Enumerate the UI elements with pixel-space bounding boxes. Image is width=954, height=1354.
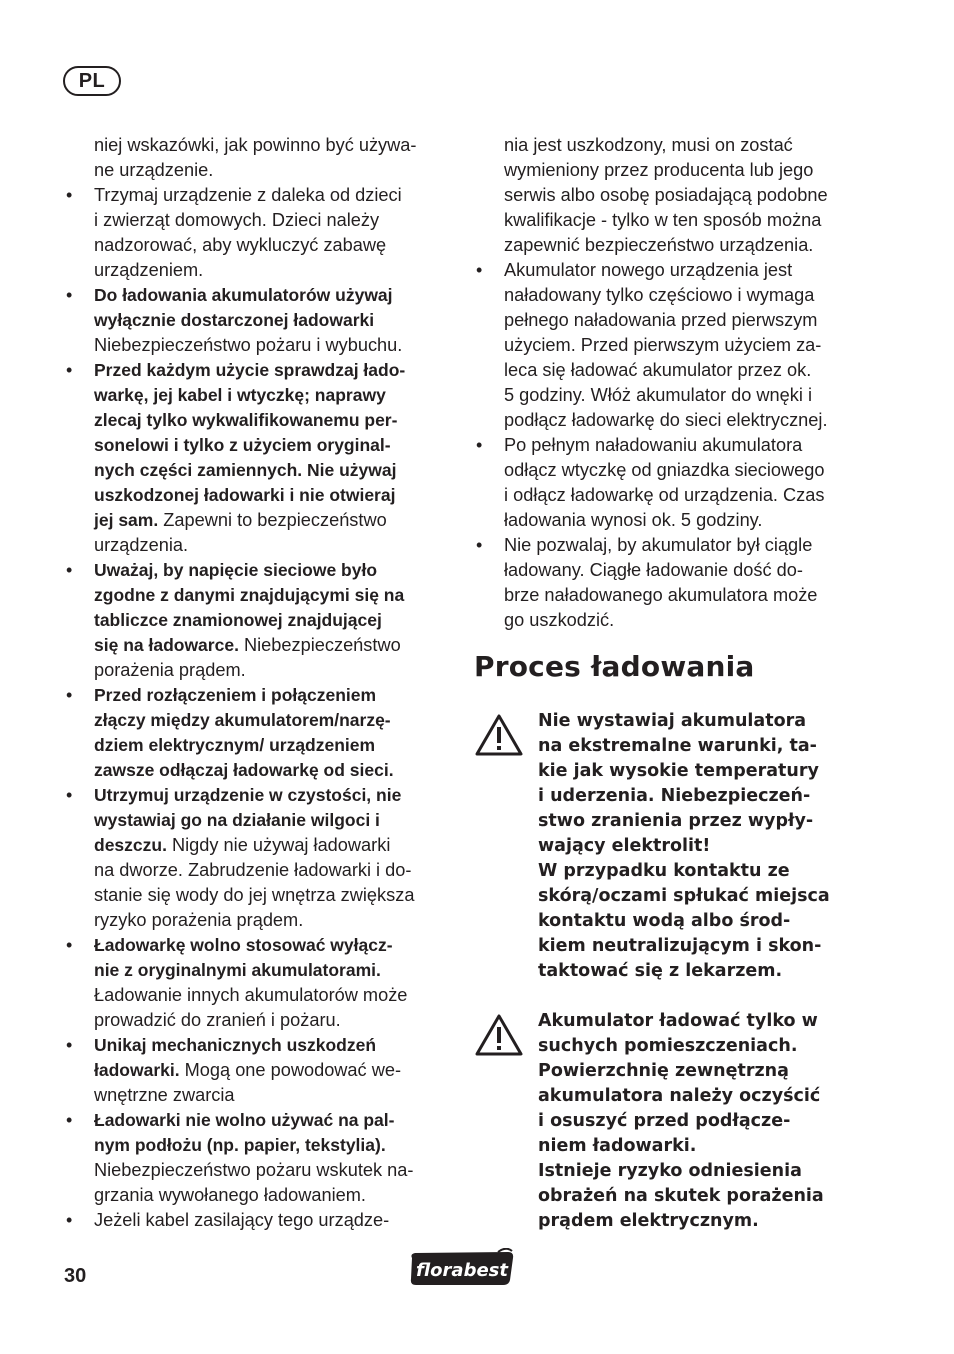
bold-text: tabliczce znamionowej znajdującej	[94, 610, 382, 630]
text-line	[94, 183, 449, 208]
text-line	[94, 1208, 449, 1233]
warning-text	[538, 709, 868, 984]
text-line	[94, 208, 449, 233]
regular-text: Ładowanie innych akumulatorów może	[94, 985, 408, 1005]
warning-line: kiem neutralizującym i skon-	[538, 936, 822, 956]
text-line	[94, 983, 449, 1008]
regular-text: prowadzić do zranień i pożaru.	[94, 1010, 341, 1030]
regular-text: urządzeniem.	[94, 260, 204, 280]
bold-text: Ładowarkę wolno stosować wyłącz-	[94, 935, 393, 955]
warning-line: taktować się z lekarzem.	[538, 961, 783, 981]
bold-text: złączy między akumulatorem/narzę-	[94, 710, 391, 730]
regular-text: Jeżeli kabel zasilający tego urządze-	[94, 1210, 390, 1230]
bold-text: warkę, jej kabel i wtyczkę; naprawy	[94, 385, 386, 405]
text-line	[94, 608, 449, 633]
regular-text: niej wskazówki, jak powinno być używa-	[94, 135, 417, 155]
list-item	[64, 1208, 449, 1233]
text-line	[94, 133, 449, 158]
regular-text: Niebezpieczeństwo pożaru wskutek na-	[94, 1160, 414, 1180]
text-line	[94, 1108, 449, 1133]
text-line	[94, 658, 449, 683]
text-line	[504, 158, 864, 183]
warning-line: Akumulator ładować tylko w	[538, 1011, 818, 1031]
paragraph	[64, 133, 449, 183]
text-line	[504, 433, 864, 458]
warning-line: skórą/oczami spłukać miejsca	[538, 886, 830, 906]
regular-text: Po pełnym naładowaniu akumulatora	[504, 435, 803, 455]
bold-text: zgodne z danymi znajdującymi się na	[94, 585, 405, 605]
text-line	[504, 233, 864, 258]
bold-text: sonelowi i tylko z użyciem oryginal-	[94, 435, 391, 455]
regular-text: Nigdy nie używaj ładowarki	[166, 835, 391, 855]
list-item	[64, 933, 449, 1033]
text-line	[504, 408, 864, 433]
text-line	[504, 133, 864, 158]
text-line	[504, 383, 864, 408]
warning-text	[538, 1009, 868, 1234]
text-line	[94, 458, 449, 483]
text-line	[94, 833, 449, 858]
regular-text: nia jest uszkodzony, musi on zostać	[504, 135, 793, 155]
text-line	[504, 258, 864, 283]
regular-text: wymieniony przez producenta lub jego	[504, 160, 814, 180]
bold-text: Ładowarki nie wolno używać na pal-	[94, 1110, 395, 1130]
text-line	[94, 908, 449, 933]
list-item	[64, 183, 449, 283]
bold-text: nych części zamiennych. Nie używaj	[94, 460, 397, 480]
warning-line: suchych pomieszczeniach.	[538, 1036, 798, 1056]
bold-text: Unikaj mechanicznych uszkodzeń	[94, 1035, 377, 1055]
text-line	[504, 183, 864, 208]
svg-text:florabest: florabest	[416, 1260, 508, 1281]
warning-line: prądem elektrycznym.	[538, 1211, 759, 1231]
bold-text: zlecaj tylko wykwalifikowanemu per-	[94, 410, 398, 430]
text-line	[94, 1033, 449, 1058]
regular-text: odłącz wtyczkę od gniazdka sieciowego	[504, 460, 825, 480]
bold-text: Przed rozłączeniem i połączeniem	[94, 685, 377, 705]
regular-text: pełnego naładowania przed pierwszym	[504, 310, 818, 330]
text-line	[94, 558, 449, 583]
text-line	[504, 358, 864, 383]
list-item	[474, 258, 864, 433]
list-item	[64, 283, 449, 358]
regular-text: serwis albo osobę posiadającą podobne	[504, 185, 828, 205]
regular-text: wnętrzne zwarcia	[94, 1085, 235, 1105]
text-line	[94, 483, 449, 508]
text-line	[94, 233, 449, 258]
regular-text: brze naładowanego akumulatora może	[504, 585, 818, 605]
regular-text: ładowany. Ciągłe ładowanie dość do-	[504, 560, 803, 580]
bold-text: ładowarki.	[94, 1060, 180, 1080]
list-item	[64, 1033, 449, 1108]
text-line	[504, 558, 864, 583]
list-item	[64, 1108, 449, 1208]
regular-text: i zwierząt domowych. Dzieci należy	[94, 210, 380, 230]
regular-text: użyciem. Przed pierwszym użyciem za-	[504, 335, 822, 355]
regular-text: Niebezpieczeństwo	[238, 635, 401, 655]
bold-text: się na ładowarce.	[94, 635, 239, 655]
list-item	[64, 683, 449, 783]
text-line	[94, 1158, 449, 1183]
text-line	[94, 958, 449, 983]
text-line	[504, 283, 864, 308]
regular-text: 5 godziny. Włóż akumulator do wnęki i	[504, 385, 812, 405]
text-line	[94, 258, 449, 283]
regular-text: ryzyko porażenia prądem.	[94, 910, 304, 930]
regular-text: zapewnić bezpieczeństwo urządzenia.	[504, 235, 814, 255]
warning-line: kie jak wysokie temperatury	[538, 761, 819, 781]
warning-line: i osuszyć przed podłącze-	[538, 1111, 791, 1131]
warning-line: na ekstremalne warunki, ta-	[538, 736, 817, 756]
warning-line: niem ładowarki.	[538, 1136, 697, 1156]
text-line	[94, 883, 449, 908]
text-line	[94, 358, 449, 383]
text-line	[94, 283, 449, 308]
paragraph	[474, 133, 864, 258]
text-line	[94, 1133, 449, 1158]
text-line	[504, 308, 864, 333]
list-item	[64, 783, 449, 933]
warning-triangle-icon	[474, 713, 524, 757]
bold-text: uszkodzonej ładowarki i nie otwieraj	[94, 485, 396, 505]
section-heading: Proces ładowania	[474, 650, 755, 683]
language-badge: PL	[63, 66, 121, 96]
bold-text: Uważaj, by napięcie sieciowe było	[94, 560, 378, 580]
warning-line: Istnieje ryzyko odniesienia	[538, 1161, 802, 1181]
bold-text: jej sam.	[94, 510, 159, 530]
text-line	[94, 933, 449, 958]
warning-line: Nie wystawiaj akumulatora	[538, 711, 807, 731]
warning-line: obrażeń na skutek porażenia	[538, 1186, 824, 1206]
right-column	[474, 133, 864, 633]
regular-text: Niebezpieczeństwo pożaru i wybuchu.	[94, 335, 403, 355]
text-line	[94, 408, 449, 433]
text-line	[94, 1008, 449, 1033]
text-line	[94, 533, 449, 558]
warning-line: i uderzenia. Niebezpieczeń-	[538, 786, 811, 806]
warning-line: wający elektrolit!	[538, 836, 711, 856]
text-line	[504, 533, 864, 558]
text-line	[94, 758, 449, 783]
regular-text: ne urządzenie.	[94, 160, 214, 180]
text-line	[94, 733, 449, 758]
text-line	[94, 158, 449, 183]
warning-line: W przypadku kontaktu ze	[538, 861, 790, 881]
text-line	[504, 608, 864, 633]
text-line	[94, 583, 449, 608]
bold-text: wystawiaj go na działanie wilgoci i	[94, 810, 380, 830]
bold-text: nym podłożu (np. papier, tekstylia).	[94, 1135, 386, 1155]
regular-text: naładowany tylko częściowo i wymaga	[504, 285, 815, 305]
left-column	[64, 133, 449, 1233]
bold-text: Utrzymuj urządzenie w czystości, nie	[94, 785, 402, 805]
text-line	[94, 1058, 449, 1083]
bold-text: zawsze odłączaj ładowarkę od sieci.	[94, 760, 394, 780]
regular-text: leca się ładować akumulator przez ok.	[504, 360, 812, 380]
regular-text: ładowania wynosi ok. 5 godziny.	[504, 510, 763, 530]
bold-text: Do ładowania akumulatorów używaj	[94, 285, 393, 305]
warning-line: stwo zranienia przez wypły-	[538, 811, 814, 831]
warning-line: kontaktu wodą albo środ-	[538, 911, 791, 931]
regular-text: podłącz ładowarkę do sieci elektrycznej.	[504, 410, 828, 430]
text-line	[94, 308, 449, 333]
text-line	[504, 508, 864, 533]
text-line	[94, 433, 449, 458]
bold-text: nie z oryginalnymi akumulatorami.	[94, 960, 381, 980]
regular-text: grzania wywołanego ładowaniem.	[94, 1185, 366, 1205]
regular-text: Mogą one powodować we-	[179, 1060, 402, 1080]
regular-text: Nie pozwalaj, by akumulator był ciągle	[504, 535, 813, 555]
list-item	[64, 558, 449, 683]
text-line	[504, 583, 864, 608]
text-line	[94, 783, 449, 808]
regular-text: porażenia prądem.	[94, 660, 246, 680]
text-line	[504, 208, 864, 233]
text-line	[94, 633, 449, 658]
regular-text: urządzenia.	[94, 535, 189, 555]
florabest-logo	[406, 1248, 518, 1288]
regular-text: stanie się wody do jej wnętrza zwiększa	[94, 885, 415, 905]
page-number: 30	[64, 1265, 87, 1287]
regular-text: Zapewni to bezpieczeństwo	[158, 510, 387, 530]
regular-text: na dworze. Zabrudzenie ładowarki i do-	[94, 860, 412, 880]
warning-triangle-icon	[474, 1013, 524, 1057]
text-line	[94, 683, 449, 708]
text-line	[94, 1183, 449, 1208]
text-line	[94, 858, 449, 883]
list-item	[64, 358, 449, 558]
regular-text: i odłącz ładowarkę od urządzenia. Czas	[504, 485, 825, 505]
text-line	[94, 708, 449, 733]
text-line	[504, 483, 864, 508]
bold-text: dziem elektrycznym/ urządzeniem	[94, 735, 376, 755]
warning-line: akumulatora należy oczyścić	[538, 1086, 821, 1106]
regular-text: Akumulator nowego urządzenia jest	[504, 260, 793, 280]
bold-text: wyłącznie dostarczonej ładowarki	[94, 310, 375, 330]
bold-text: Przed każdym użycie sprawdzaj łado-	[94, 360, 406, 380]
text-line	[94, 383, 449, 408]
bold-text: deszczu.	[94, 835, 167, 855]
regular-text: kwalifikacje - tylko w ten sposób można	[504, 210, 822, 230]
text-line	[504, 333, 864, 358]
text-line	[94, 508, 449, 533]
list-item	[474, 433, 864, 533]
regular-text: go uszkodzić.	[504, 610, 615, 630]
regular-text: nadzorować, aby wykluczyć zabawę	[94, 235, 387, 255]
text-line	[94, 333, 449, 358]
text-line	[94, 808, 449, 833]
warning-line: Powierzchnię zewnętrzną	[538, 1061, 789, 1081]
text-line	[94, 1083, 449, 1108]
regular-text: Trzymaj urządzenie z daleka od dzieci	[94, 185, 402, 205]
list-item	[474, 533, 864, 633]
text-line	[504, 458, 864, 483]
